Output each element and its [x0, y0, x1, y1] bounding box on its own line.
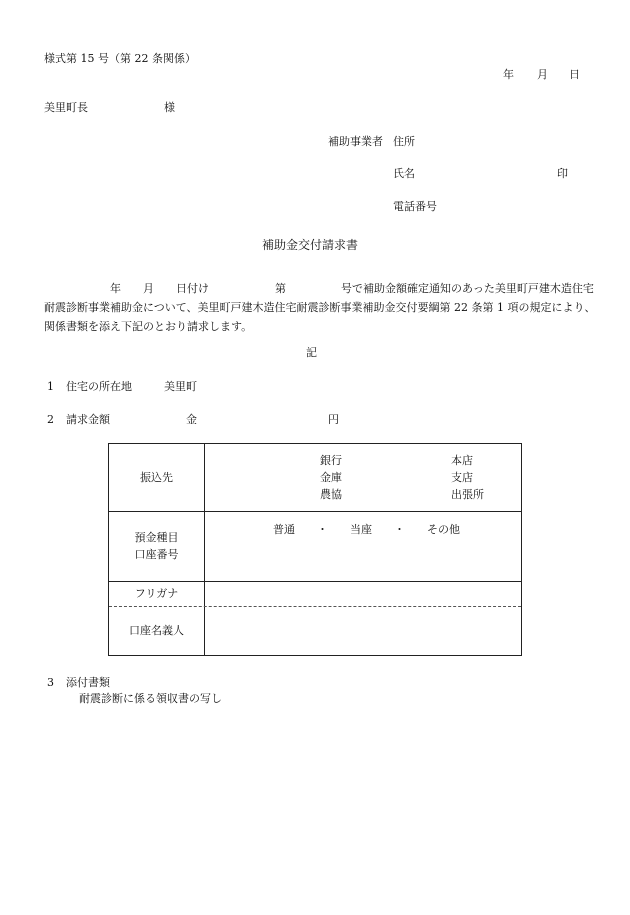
account-number-label: 口座番号: [134, 548, 179, 561]
item-1-value: 美里町: [164, 380, 197, 393]
body-paragraph: [44, 279, 596, 336]
applicant-role-label: 補助事業者: [328, 135, 383, 148]
sub-branch-option: 出張所: [451, 488, 484, 501]
item-2-yen: 円: [328, 413, 339, 426]
item-1-number: 1: [47, 380, 54, 393]
document-title: 補助金交付請求書: [262, 238, 359, 252]
table-vertical-divider: [204, 444, 205, 655]
applicant-phone-label: 電話番号: [393, 200, 437, 213]
ki-heading: 記: [306, 346, 317, 359]
nokyo-option: 農協: [320, 488, 342, 501]
item-3-number: 3: [47, 676, 54, 689]
bank-transfer-table: [108, 443, 522, 656]
branch-option: 支店: [451, 471, 473, 484]
form-number: 様式第 15 号（第 22 条関係）: [44, 52, 196, 65]
item-2-number: 2: [47, 413, 54, 426]
item-3-detail: 耐震診断に係る領収書の写し: [79, 692, 222, 705]
date-month-label: 月: [537, 68, 548, 81]
account-type-options: 普通 ・ 当座 ・ その他: [273, 523, 460, 536]
applicant-address-label: 住所: [393, 135, 415, 148]
item-1-label: 住宅の所在地: [66, 380, 132, 393]
furigana-label: フリガナ: [134, 587, 179, 600]
body-line-1: 年 月 日付け 第 号で補助金額確定通知のあった美里町戸建木造住宅: [110, 282, 594, 295]
head-office-option: 本店: [451, 454, 473, 467]
shinkin-option: 金庫: [320, 471, 342, 484]
addressee-name: 美里町長: [44, 101, 88, 114]
item-2-label: 請求金額: [66, 413, 110, 426]
table-row-divider: [109, 581, 521, 582]
applicant-name-label: 氏名: [393, 167, 415, 180]
item-2-kin: 金: [186, 413, 197, 426]
bank-option: 銀行: [320, 454, 342, 467]
transfer-label: 振込先: [140, 471, 173, 484]
addressee-honorific: 様: [164, 101, 175, 114]
date-day-label: 日: [569, 68, 580, 81]
date-year-label: 年: [503, 68, 514, 81]
seal-mark: 印: [557, 167, 568, 180]
table-row-divider: [109, 511, 521, 512]
body-line-2: 耐震診断事業補助金について、美里町戸建木造住宅耐震診断事業補助金交付要綱第 22 条第 1 項の規定により、: [44, 301, 596, 314]
account-type-label: 預金種目: [134, 531, 179, 544]
account-holder-label: 口座名義人: [129, 624, 184, 637]
item-3-label: 添付書類: [66, 676, 110, 689]
table-dashed-divider: [109, 606, 521, 607]
body-line-3: 関係書類を添え下記のとおり請求します。: [44, 320, 253, 333]
